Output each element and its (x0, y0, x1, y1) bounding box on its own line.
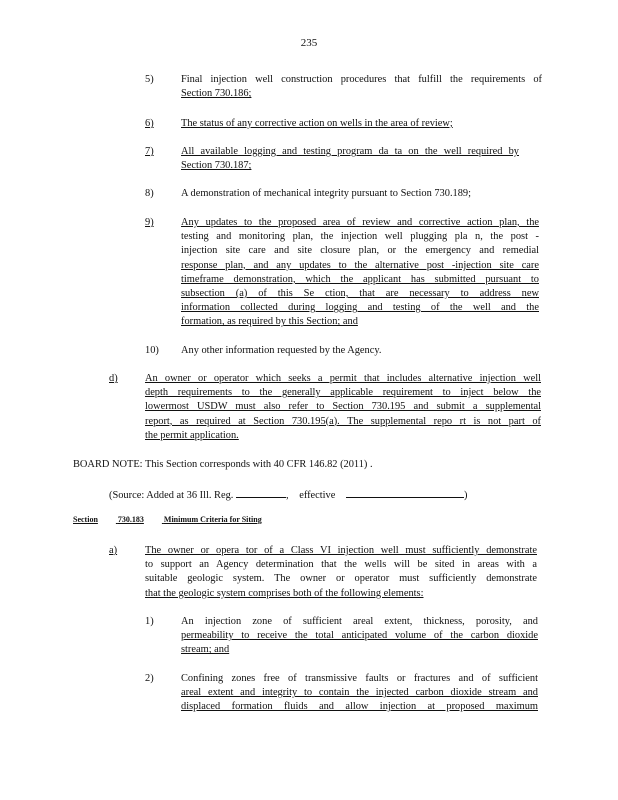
item-number: 10) (145, 345, 159, 356)
item-number: 5) (145, 74, 154, 85)
item-6-text: The status of any corrective action on wells in the area of review; (181, 118, 453, 129)
sub-item-2-text: Confining zones free of transmissive faults or fractures and of sufficient areal extent and integrity to contain the injected carbon dioxide stream and displaced formation fluids and allow injection at proposed maximum (181, 673, 538, 713)
item-10-text: Any other information requested by the Agency. (181, 345, 382, 356)
item-5-text: Final injection well construction procedures that fulfill the requirements of Section 730.186; (181, 74, 542, 100)
date-blank (236, 487, 286, 498)
item-number: 2) (145, 673, 154, 684)
paragraph-label: a) (109, 545, 118, 556)
item-9-text: Any updates to the proposed area of review and corrective action plan, the testing and monitoring plan, the injection well plugging pla n, the post - injection site care and site closure plan, or the emergency and remedial response plan, and any updates to the alternative post -injection site care timeframe demonstration, which the applicant has submitted pursuant to subsection (a) of this Se ction, that are necessary to address new information collected during logging and testing of the well and the formation, as required by this Section; and (181, 217, 539, 328)
item-number: 6) (145, 118, 154, 129)
source-line: (Source: Added at 36 Ill. Reg. , effective ) (109, 487, 467, 503)
item-number: 9) (145, 217, 154, 228)
paragraph-label: d) (109, 373, 118, 384)
item-8-text: A demonstration of mechanical integrity pursuant to Section 730.189; (181, 188, 472, 199)
board-note: BOARD NOTE: This Section corresponds with 40 CFR 146.82 (2011) . (73, 459, 373, 470)
paragraph-d-text: An owner or operator which seeks a permit that includes alternative injection well depth requirements to the generally applicable requirement to inject below the lowermost USDW must also refer to Section 730.195 and submit a supplemental report, as required at Section 730.195(a). The supplemental repo rt is not part of the permit application. (145, 373, 541, 441)
paragraph-a-text: The owner or opera tor of a Class VI injection well must sufficiently demonstrate to support an Agency determination that the wells will be sited in areas with a suitable geologic system. The owner or operator must sufficiently demonstrate that the geologic system comprises both of the following elements: (145, 545, 537, 599)
item-number: 1) (145, 616, 154, 627)
section-header: Section 730.183 Minimum Criteria for Siting (73, 515, 262, 524)
item-7-text: All available logging and testing program da ta on the well required by Section 730.187; (181, 146, 519, 172)
page-number: 235 (300, 37, 318, 49)
item-number: 7) (145, 146, 154, 157)
effective-date-blank (346, 487, 464, 498)
sub-item-1-text: An injection zone of sufficient areal extent, thickness, porosity, and permeability to receive the total anticipated volume of the carbon dioxide stream; and (181, 616, 538, 656)
item-number: 8) (145, 188, 154, 199)
